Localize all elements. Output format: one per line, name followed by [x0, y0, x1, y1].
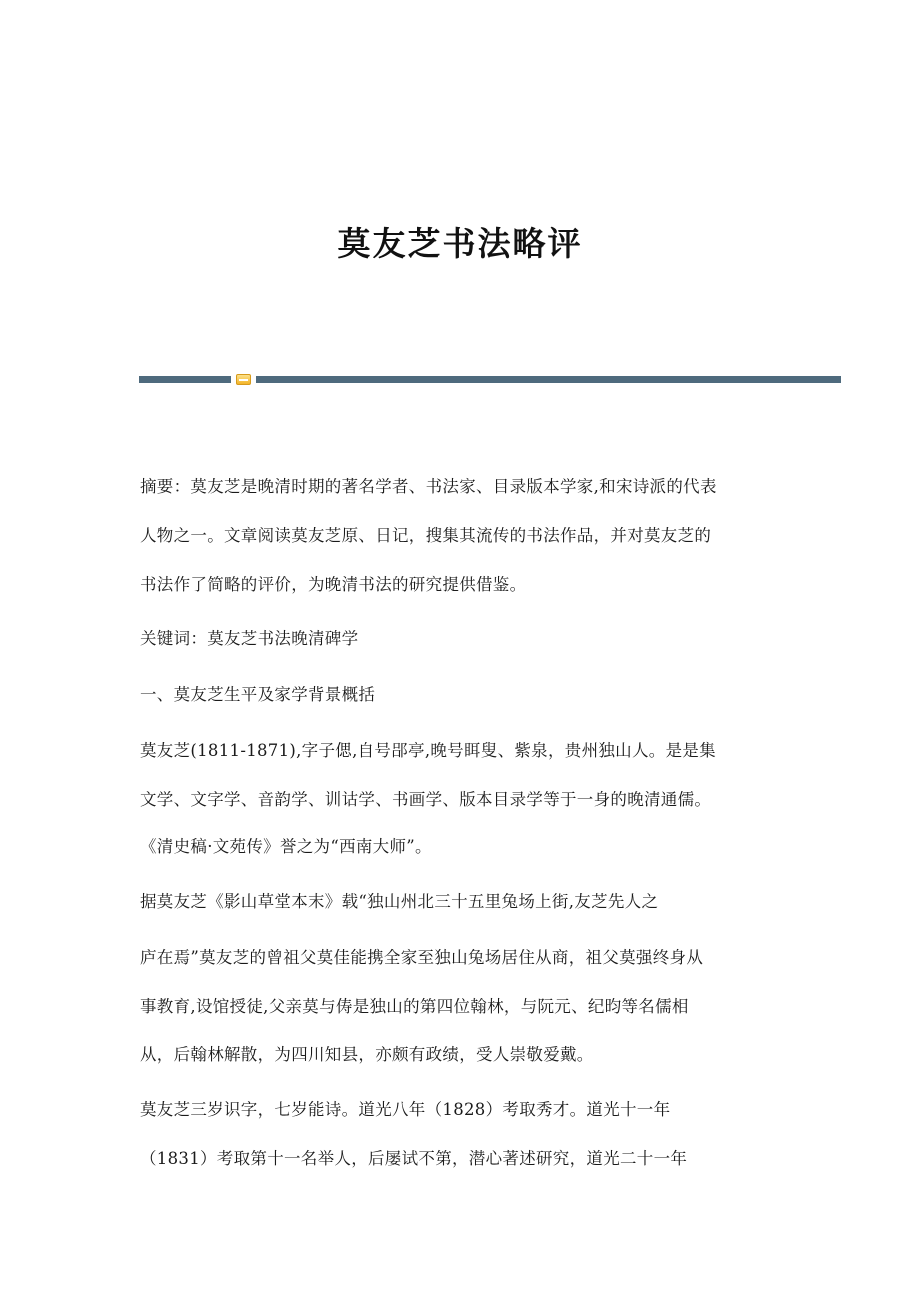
divider-badge-icon — [236, 374, 251, 385]
body-line-9: （1831）考取第十一名举人，后屡试不第，潜心著述研究，道光二十一年 — [140, 1149, 688, 1168]
body-line-3: 《清史稿·文苑传》誉之为“西南大师”。 — [140, 837, 432, 856]
body-line-1: 莫友芝(1811-1871),字子偲,自号郘亭,晚号眲叟、紫泉，贵州独山人。是是集 — [140, 741, 716, 760]
body-line-6: 事教育,设馆授徒,父亲莫与俦是独山的第四位翰林，与阮元、纪昀等名儒相 — [140, 997, 689, 1016]
keywords-line: 关键词：莫友芝书法晚清碑学 — [140, 629, 359, 648]
divider-bar-right — [256, 376, 841, 383]
divider-bar-left — [139, 376, 231, 383]
title-divider — [139, 374, 841, 384]
body-line-2: 文学、文字学、音韵学、训诂学、书画学、版本目录学等于一身的晚清通儒。 — [140, 790, 712, 809]
section-heading-1: 一、莫友芝生平及家学背景概括 — [140, 685, 376, 704]
body-line-8: 莫友芝三岁识字，七岁能诗。道光八年（1828）考取秀才。道光十一年 — [140, 1100, 671, 1119]
page-title: 莫友芝书法略评 — [337, 224, 583, 263]
abstract-line-3: 书法作了简略的评价，为晚清书法的研究提供借鉴。 — [140, 575, 527, 594]
abstract-line-2: 人物之一。文章阅读莫友芝原、日记，搜集其流传的书法作品，并对莫友芝的 — [140, 526, 712, 545]
abstract-line-1: 摘要：莫友芝是晚清时期的著名学者、书法家、目录版本学家,和宋诗派的代表 — [140, 477, 717, 496]
body-line-7: 从，后翰林解散，为四川知县，亦颇有政绩，受人崇敬爱戴。 — [140, 1045, 594, 1064]
body-line-4: 据莫友芝《影山草堂本末》载“独山州北三十五里兔场上街,友芝先人之 — [140, 892, 659, 911]
body-line-5: 庐在焉”莫友芝的曾祖父莫佳能携全家至独山兔场居住从商，祖父莫强终身从 — [140, 948, 704, 967]
